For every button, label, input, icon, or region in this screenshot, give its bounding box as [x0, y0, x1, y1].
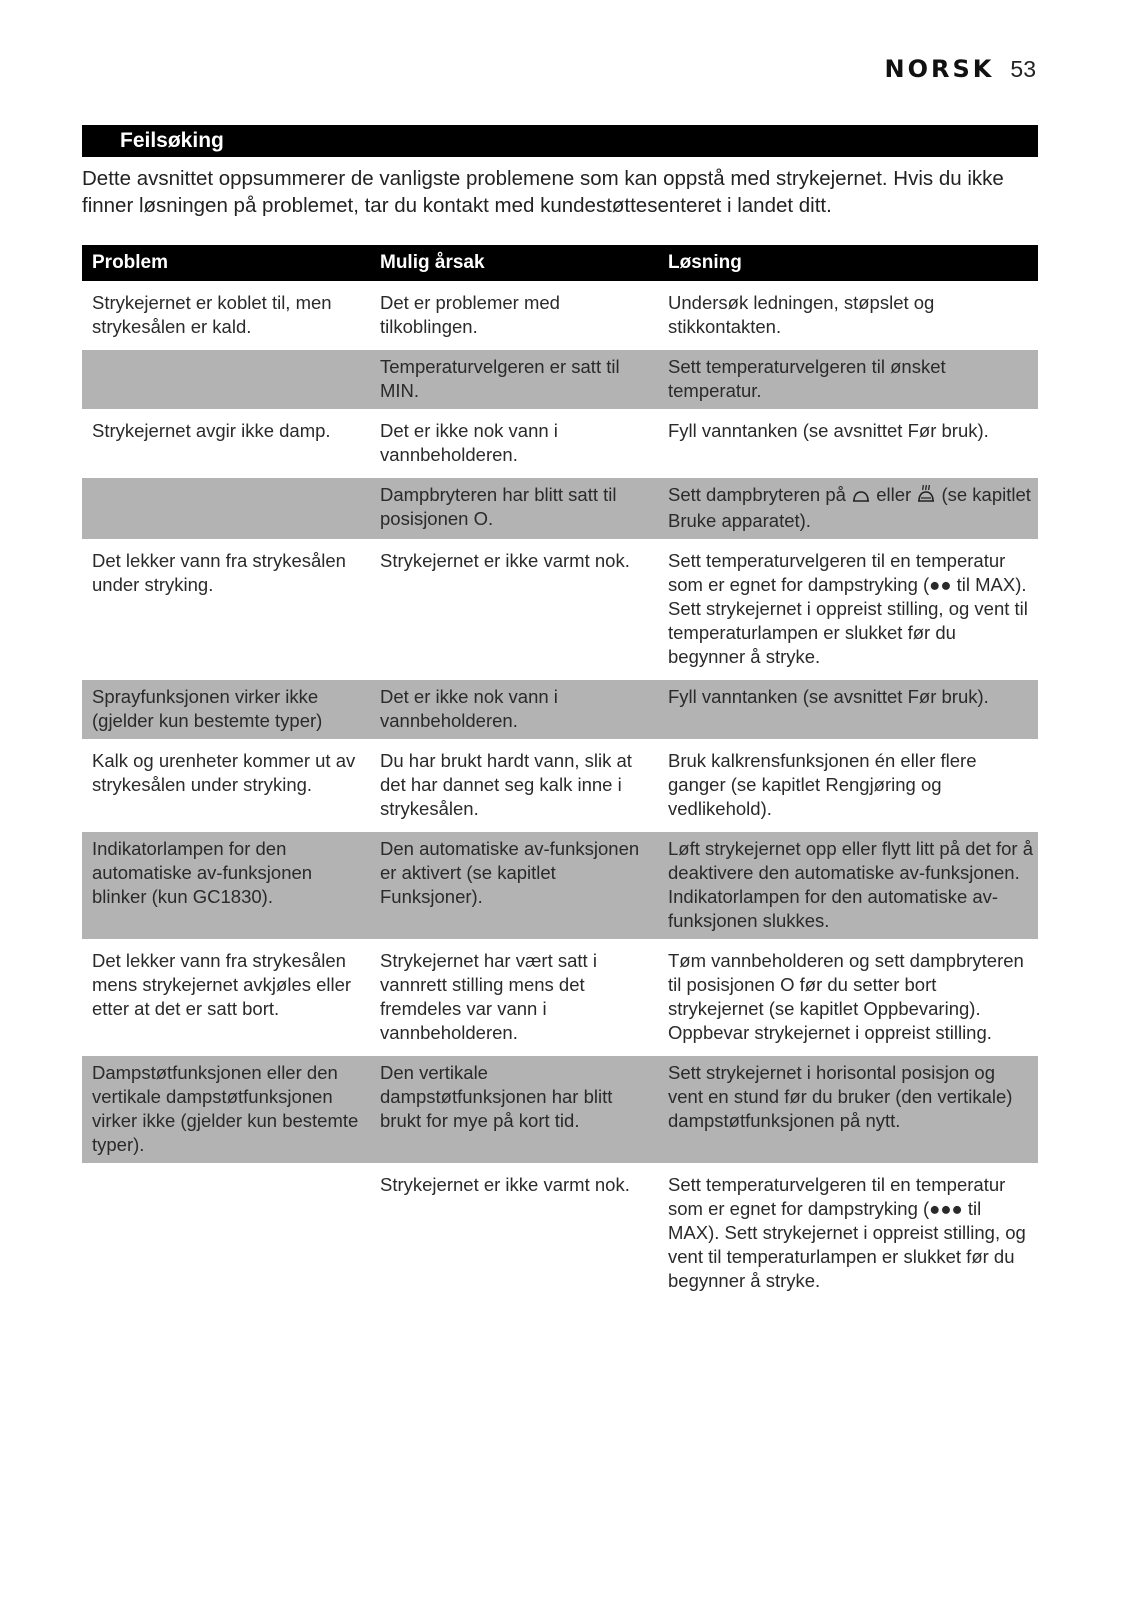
language-label: NORSK	[884, 55, 995, 83]
problem-cell: Kalk og urenheter kommer ut av strykesålen under stryking.	[82, 742, 370, 830]
table-row	[82, 476, 1038, 542]
cause-cell: Dampbryteren har blitt satt til posisjonen O.	[370, 476, 658, 542]
solution-cell: Sett temperaturvelgeren til ønsket temperatur.	[658, 348, 1038, 412]
problem-cell: Indikatorlampen for den automatiske av-funksjonen blinker (kun GC1830).	[82, 830, 370, 942]
solution-cell: Sett temperaturvelgeren til en temperatur som er egnet for dampstryking (●●● til MAX). Sett strykejernet i oppreist stilling, og vent til temperaturlampen er slukket før du begynner å stryke.	[658, 1166, 1038, 1302]
section-title: Feilsøking	[120, 129, 224, 152]
cause-cell: Strykejernet er ikke varmt nok.	[370, 542, 658, 678]
table-row	[82, 942, 1038, 1054]
table-row	[82, 742, 1038, 830]
problem-cell	[82, 476, 370, 542]
solution-cell: Tøm vannbeholderen og sett dampbryteren til posisjonen O før du setter bort strykejernet (se kapitlet Oppbevaring). Oppbevar strykejernet i oppreist stilling.	[658, 942, 1038, 1054]
problem-cell	[82, 1166, 370, 1302]
section-title-bar	[82, 125, 1038, 157]
problem-cell: Dampstøtfunksjonen eller den vertikale dampstøtfunksjonen virker ikke (gjelder kun bestemte typer).	[82, 1054, 370, 1166]
page-header	[885, 55, 1036, 83]
solution-cell	[658, 476, 1038, 542]
problem-cell: Strykejernet er koblet til, men strykesålen er kald.	[82, 284, 370, 348]
page-number: 53	[1010, 56, 1036, 82]
steam-high-icon	[916, 485, 936, 509]
solution-text-after: (se kapitlet Bruke apparatet).	[668, 484, 1031, 531]
solution-cell: Fyll vanntanken (se avsnittet Før bruk).	[658, 412, 1038, 476]
solution-cell: Undersøk ledningen, støpslet og stikkontakten.	[658, 284, 1038, 348]
cause-cell: Strykejernet er ikke varmt nok.	[370, 1166, 658, 1302]
solution-cell: Løft strykejernet opp eller flytt litt på det for å deaktivere den automatiske av-funksjonen. Indikatorlampen for den automatiske av-funksjonen slukkes.	[658, 830, 1038, 942]
cause-cell: Det er problemer med tilkoblingen.	[370, 284, 658, 348]
table-row	[82, 678, 1038, 742]
cause-cell: Du har brukt hardt vann, slik at det har dannet seg kalk inne i strykesålen.	[370, 742, 658, 830]
solution-cell: Fyll vanntanken (se avsnittet Før bruk).	[658, 678, 1038, 742]
steam-low-icon	[851, 485, 871, 509]
header-problem: Problem	[82, 245, 370, 284]
solution-cell: Sett temperaturvelgeren til en temperatur som er egnet for dampstryking (●● til MAX). Sett strykejernet i oppreist stilling, og vent til temperaturlampen er slukket før du begynner å stryke.	[658, 542, 1038, 678]
cause-cell: Strykejernet har vært satt i vannrett stilling mens det fremdeles var vann i vannbeholderen.	[370, 942, 658, 1054]
table-row	[82, 1166, 1038, 1302]
table-row	[82, 1054, 1038, 1166]
table-row	[82, 348, 1038, 412]
cause-cell: Det er ikke nok vann i vannbeholderen.	[370, 678, 658, 742]
problem-cell	[82, 348, 370, 412]
table-row	[82, 284, 1038, 348]
solution-text-before: Sett dampbryteren på	[668, 484, 846, 505]
solution-cell: Sett strykejernet i horisontal posisjon og vent en stund før du bruker (den vertikale) dampstøtfunksjonen på nytt.	[658, 1054, 1038, 1166]
table-row	[82, 412, 1038, 476]
problem-cell: Strykejernet avgir ikke damp.	[82, 412, 370, 476]
solution-cell: Bruk kalkrensfunksjonen én eller flere ganger (se kapitlet Rengjøring og vedlikehold).	[658, 742, 1038, 830]
cause-cell: Det er ikke nok vann i vannbeholderen.	[370, 412, 658, 476]
table-row	[82, 830, 1038, 942]
header-solution: Løsning	[658, 245, 1038, 284]
cause-cell: Den automatiske av-funksjonen er aktivert (se kapitlet Funksjoner).	[370, 830, 658, 942]
solution-text-middle: eller	[876, 484, 912, 505]
problem-cell: Sprayfunksjonen virker ikke (gjelder kun bestemte typer)	[82, 678, 370, 742]
troubleshooting-table	[82, 245, 1038, 1304]
cause-cell: Temperaturvelgeren er satt til MIN.	[370, 348, 658, 412]
problem-cell: Det lekker vann fra strykesålen under stryking.	[82, 542, 370, 678]
cause-cell: Den vertikale dampstøtfunksjonen har blitt brukt for mye på kort tid.	[370, 1054, 658, 1166]
header-cause: Mulig årsak	[370, 245, 658, 284]
problem-cell: Det lekker vann fra strykesålen mens strykejernet avkjøles eller etter at det er satt bort.	[82, 942, 370, 1054]
table-row	[82, 542, 1038, 678]
table-header-row	[82, 245, 1038, 284]
intro-paragraph: Dette avsnittet oppsummerer de vanligste problemene som kan oppstå med strykejernet. Hvis du ikke finner løsningen på problemet, tar du kontakt med kundestøttesenteret i landet ditt.	[82, 167, 1004, 217]
